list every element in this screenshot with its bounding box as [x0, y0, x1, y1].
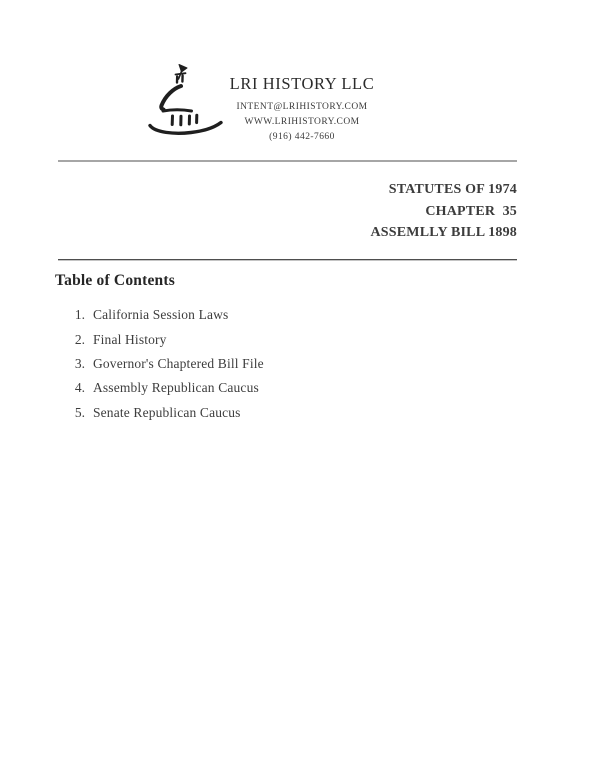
toc-item-label: Final History	[93, 331, 167, 347]
letterhead	[202, 74, 402, 145]
toc-item-label: Governor's Chaptered Bill File	[93, 355, 264, 371]
header-divider	[58, 160, 517, 162]
contact-phone: (916) 442-7660	[269, 132, 335, 142]
contact-email: INTENT@LRIHISTORY.COM	[236, 102, 368, 112]
toc-item	[70, 376, 264, 400]
toc-item	[70, 327, 264, 351]
toc-item-label: Senate Republican Caucus	[93, 404, 241, 420]
toc-list	[70, 303, 264, 425]
assembly-bill-line: ASSEMLLY BILL 1898	[370, 225, 517, 240]
contact-website: WWW.LRIHISTORY.COM	[244, 117, 360, 127]
toc-title: Table of Contents	[55, 272, 175, 289]
chapter-line: CHAPTER 35	[425, 203, 517, 219]
toc-item-label: California Session Laws	[93, 307, 229, 323]
toc-item-number: 1.	[74, 307, 85, 323]
reference-divider	[58, 259, 517, 260]
toc-item-label: Assembly Republican Caucus	[93, 380, 259, 396]
toc-item-number: 2.	[74, 331, 85, 347]
bill-reference-block	[58, 179, 517, 244]
company-name: LRI HISTORY LLC	[229, 74, 375, 93]
statutes-line: STATUTES OF 1974	[388, 182, 517, 197]
toc-item-number: 3.	[74, 355, 85, 371]
toc-item	[70, 401, 264, 425]
toc-item	[70, 352, 264, 376]
toc-item	[70, 303, 264, 327]
toc-item-number: 5.	[74, 404, 85, 420]
toc-item-number: 4.	[74, 380, 85, 396]
